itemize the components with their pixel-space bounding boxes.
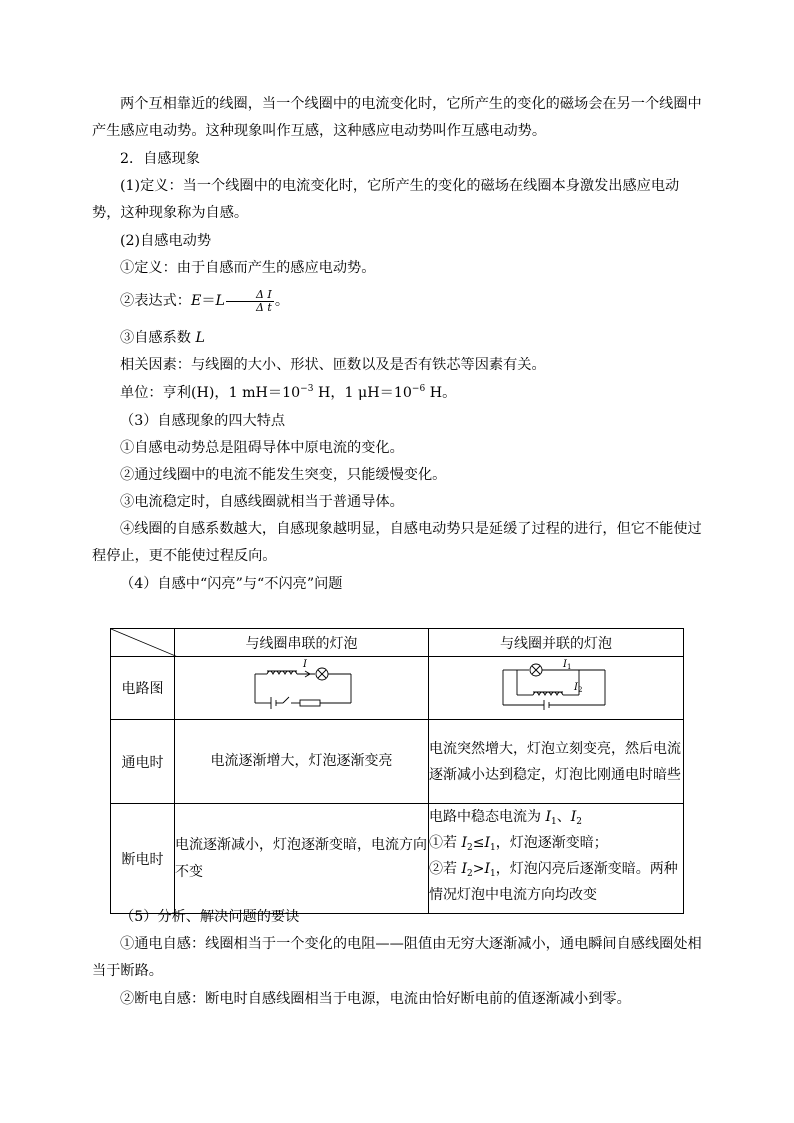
emf-definition: ①定义：由于自感而产生的感应电动势。 bbox=[120, 260, 376, 276]
series-circuit-diagram bbox=[175, 657, 428, 715]
unit-text: H，1 μH＝10 bbox=[313, 385, 412, 401]
coefficient-heading bbox=[92, 325, 704, 352]
table-row bbox=[111, 629, 684, 657]
fraction bbox=[226, 289, 274, 314]
power-off-series: 电流逐渐减小，灯泡逐渐变暗，电流方向不变 bbox=[175, 804, 429, 914]
row-label-power-on: 通电时 bbox=[111, 720, 175, 804]
steady-current-line: 电路中稳态电流为 $I_1$、$I_2$ bbox=[429, 809, 582, 827]
expression-label: ②表达式： bbox=[120, 293, 191, 309]
power-on-parallel: 电流突然增大，灯泡立刻变亮，然后电流逐渐减小达到稳定，灯泡比刚通电时暗些 bbox=[429, 720, 684, 804]
header-series: 与线圈串联的灯泡 bbox=[175, 629, 429, 657]
current-label: I bbox=[303, 659, 307, 670]
expression-end: 。 bbox=[274, 293, 290, 309]
requirement-2: ②断电自感：断电时自感线圈相当于电源，电流由恰好断电前的值逐渐减小到零。 bbox=[120, 991, 631, 1007]
feature-3: ③电流稳定时，自感线圈就相当于普通导体。 bbox=[120, 494, 404, 510]
comparison-table bbox=[110, 628, 684, 914]
header-parallel: 与线圈并联的灯泡 bbox=[429, 629, 684, 657]
emf-heading: (2)自感电动势 bbox=[120, 233, 212, 249]
unit-text: 单位：亨利(H)，1 mH＝10 bbox=[120, 385, 301, 401]
power-on-series: 电流逐渐增大，灯泡逐渐变亮 bbox=[175, 720, 429, 804]
feature-2: ②通过线圈中的电流不能发生突变，只能缓慢变化。 bbox=[120, 467, 447, 483]
parallel-circuit-diagram bbox=[429, 657, 683, 715]
unit-text: H。 bbox=[425, 385, 457, 401]
diagonal-line bbox=[111, 629, 178, 657]
requirements-heading: （5）分析、解决问题的要诀 bbox=[120, 909, 300, 925]
fraction-numerator: Δ I bbox=[226, 289, 274, 302]
feature-1: ①自感电动势总是阻碍导体中原电流的变化。 bbox=[120, 440, 404, 456]
current-1-label: $I_1$ bbox=[563, 659, 572, 671]
power-off-parallel bbox=[429, 804, 684, 914]
coefficient-unit bbox=[92, 380, 704, 407]
table-row bbox=[111, 720, 684, 804]
intro-paragraph: 两个互相靠近的线圈，当一个线圈中的电流变化时，它所产生的变化的磁场会在另一个线圈中产生感应电动势。这种现象叫作互感，这种感应电动势叫作互感电动势。 bbox=[92, 96, 702, 139]
requirement-1: ①通电自感：线圈相当于一个变化的电阻——阻值由无穷大逐渐减小，通电瞬间自感线圈处相当于断路。 bbox=[92, 936, 702, 979]
coefficient-label: ③自感系数 bbox=[120, 330, 196, 346]
emf-expression bbox=[92, 283, 704, 319]
symbol-e: E bbox=[190, 293, 202, 309]
flash-heading: （4）自感中“闪亮”与“不闪亮”问题 bbox=[120, 576, 343, 592]
current-2-label: $I_2$ bbox=[574, 682, 583, 694]
fraction-denominator: Δ t bbox=[255, 300, 272, 314]
feature-4: ④线圈的自感系数越大，自感现象越明显，自感电动势只是延缓了过程的进行，但它不能使过程停止，更不能使过程反向。 bbox=[92, 521, 702, 564]
case-1-line: ①若 $I_2\le I_1$，灯泡逐渐变暗； bbox=[429, 835, 608, 853]
symbol-l: L bbox=[215, 293, 225, 309]
unit-exponent: −3 bbox=[300, 384, 314, 394]
unit-exponent: −6 bbox=[411, 384, 426, 394]
case-2-line: ②若 $I_2>I_1$，灯泡闪亮后逐渐变暗。两种情况灯泡中电流方向均改变 bbox=[429, 861, 678, 903]
features-heading: （3）自感现象的四大特点 bbox=[120, 413, 286, 429]
diagonal-header-cell bbox=[111, 629, 175, 657]
table-row bbox=[111, 804, 684, 914]
section-heading: 2．自感现象 bbox=[120, 151, 200, 167]
equals-sign: ＝ bbox=[201, 293, 216, 309]
row-label-power-off: 断电时 bbox=[111, 804, 175, 914]
table-row bbox=[111, 657, 684, 720]
series-circuit-cell bbox=[175, 657, 429, 720]
row-label-circuit: 电路图 bbox=[111, 657, 175, 720]
symbol-l: L bbox=[195, 330, 205, 346]
coefficient-factors: 相关因素：与线圈的大小、形状、匝数以及是否有铁芯等因素有关。 bbox=[120, 357, 546, 373]
parallel-circuit-cell bbox=[429, 657, 684, 720]
self-induction-definition: (1)定义：当一个线圈中的电流变化时，它所产生的变化的磁场在线圈本身激发出感应电动势，这种现象称为自感。 bbox=[92, 178, 680, 221]
